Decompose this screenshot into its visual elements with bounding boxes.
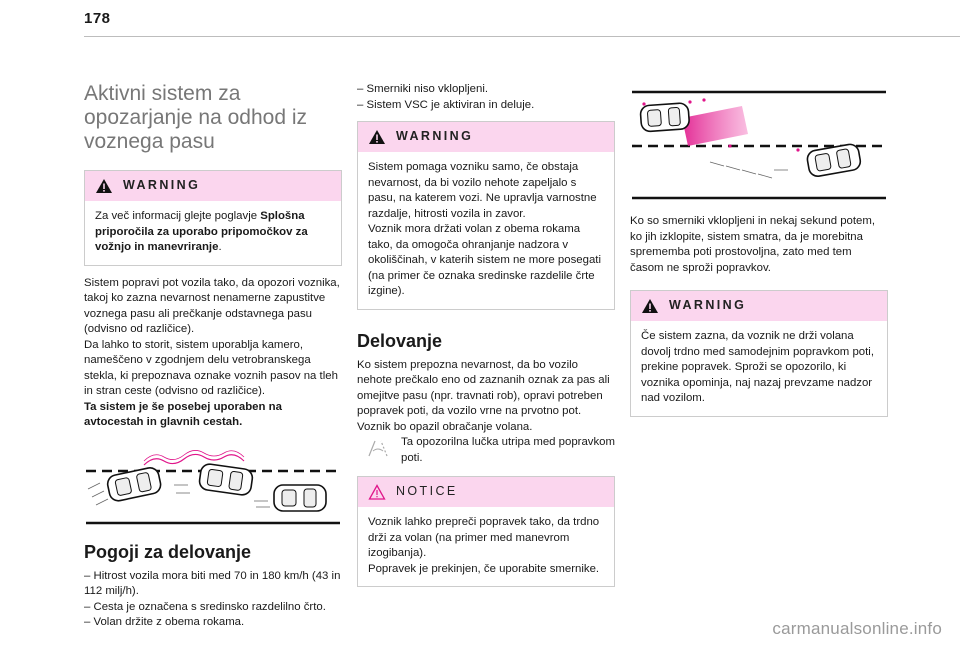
warning-triangle-icon <box>641 298 659 314</box>
notice-box-header <box>358 477 614 507</box>
list-item: – Sistem VSC je aktiviran in deluje. <box>357 98 535 111</box>
notice-text: Voznik lahko prepreči popravek tako, da trdno drži za volan (na primer med manevrom izogibanja). <box>368 516 600 559</box>
notice-box-body <box>358 507 614 586</box>
lamp-row <box>357 435 615 466</box>
notice-box <box>357 476 615 587</box>
conditions-list-continued <box>357 82 615 113</box>
warning-text: Če sistem zazna, da voznik ne drži volana dovolj trdno med samodejnim popravkom poti, prekine popravek. Sproži se opozorilo, ki voznika opominja, naj nazaj prevzame nadzor nad vozilom. <box>641 330 874 404</box>
warning-label: WARNING <box>396 129 474 144</box>
lane-change-illustration <box>630 90 888 202</box>
warning-label: WARNING <box>123 178 201 193</box>
lamp-text: Ta opozorilna lučka utripa med popravkom poti. <box>401 436 616 464</box>
list-item: – Smerniki niso vklopljeni. <box>357 83 489 95</box>
warning-text-pre: Za več informacij glejte poglavje <box>95 210 261 222</box>
blinker-paragraph: Ko so smerniki vklopljeni in nekaj sekund potem, ko jih izklopite, sistem smatra, da je morebitna sprememba poti prostovoljna, zato med tem časom ne sproži popravkov. <box>630 215 876 274</box>
list-item: – Volan držite z obema rokama. <box>84 616 245 628</box>
conditions-heading: Pogoji za delovanje <box>84 541 252 562</box>
warning-box-1 <box>84 170 342 266</box>
highway-note-bold: Ta sistem je še posebej uporaben na avtocestah in glavnih cestah. <box>84 400 282 428</box>
operation-paragraph: Ko sistem prepozna nevarnost, da bo vozilo nehote prečkalo eno od zaznanih oznak za pas ali omejitve pasu (npr. travnati rob), opravi potreben popravek poti, da vozilo vrne na prvotno pot. <box>357 358 610 417</box>
warning-triangle-icon <box>95 178 113 194</box>
column-2 <box>357 82 615 597</box>
warning-box-body <box>85 201 341 265</box>
warning-text-post: . <box>218 241 222 253</box>
notice-triangle-icon <box>368 484 386 500</box>
intro-paragraph: Sistem popravi pot vozila tako, da opozori voznika, takoj ko zazna nevarnost nenamerne zapustitve voznega pasu ali prečkanje odstavnega pasu (odvisno od različice). <box>84 276 340 335</box>
warning-text <box>95 209 331 256</box>
warning-box-header <box>358 122 614 152</box>
highway-note <box>84 400 342 431</box>
list-item: – Hitrost vozila mora biti med 70 in 180 km/h (43 in 112 milj/h). <box>84 569 341 597</box>
notice-label: NOTICE <box>396 484 458 499</box>
warning-box-body <box>358 152 614 309</box>
warning-text: Voznik mora držati volan z obema rokama tako, da omogoča ohranjanje nadzora v okoliščinah, v katerih sistem ne more posegati (na primer če oznaka sredinske razdelile črte izgine). <box>368 223 601 297</box>
warning-text: Sistem pomaga vozniku samo, če obstaja nevarnost, da bi vozilo nehote zapeljalo s pasu, na katerem vozi. Ne upravlja varnostne razdalje, hitrosti vozila in zavor. <box>368 161 597 220</box>
column-1 <box>84 82 342 631</box>
warning-box-header <box>85 171 341 201</box>
warning-box-body <box>631 321 887 416</box>
notice-text: Popravek je prekinjen, če uporabite smernike. <box>368 562 600 575</box>
watermark: carmanualsonline.info <box>772 619 942 638</box>
header-rule <box>84 36 960 37</box>
operation-heading: Delovanje <box>357 330 443 351</box>
conditions-list <box>84 569 342 631</box>
warning-triangle-icon <box>368 129 386 145</box>
page-title: Aktivni sistem za opozarjanje na odhod iz voznega pasu <box>84 82 308 153</box>
warning-box-3 <box>630 290 888 417</box>
lane-correction-illustration <box>84 441 342 527</box>
warning-text-bold: Splošna priporočila za uporabo pripomočkov za vožnjo in manevriranje <box>95 210 308 253</box>
page-number: 178 <box>84 10 111 27</box>
list-item: – Cesta je označena s sredinsko razdelilno črto. <box>84 600 326 613</box>
warning-box-2 <box>357 121 615 310</box>
camera-paragraph: Da lahko to storit, sistem uporablja kamero, nameščeno v zgodnjem delu vetrobranskega stekla, ki prepoznava oznake voznih pasov na tleh in stran ceste (odvisno od različice). <box>84 338 338 397</box>
steering-note: Voznik bo opazil obračanje volana. <box>357 420 533 433</box>
warning-label: WARNING <box>669 298 747 313</box>
warning-box-header <box>631 291 887 321</box>
column-3 <box>630 90 888 427</box>
lane-departure-lamp-icon <box>367 439 389 457</box>
